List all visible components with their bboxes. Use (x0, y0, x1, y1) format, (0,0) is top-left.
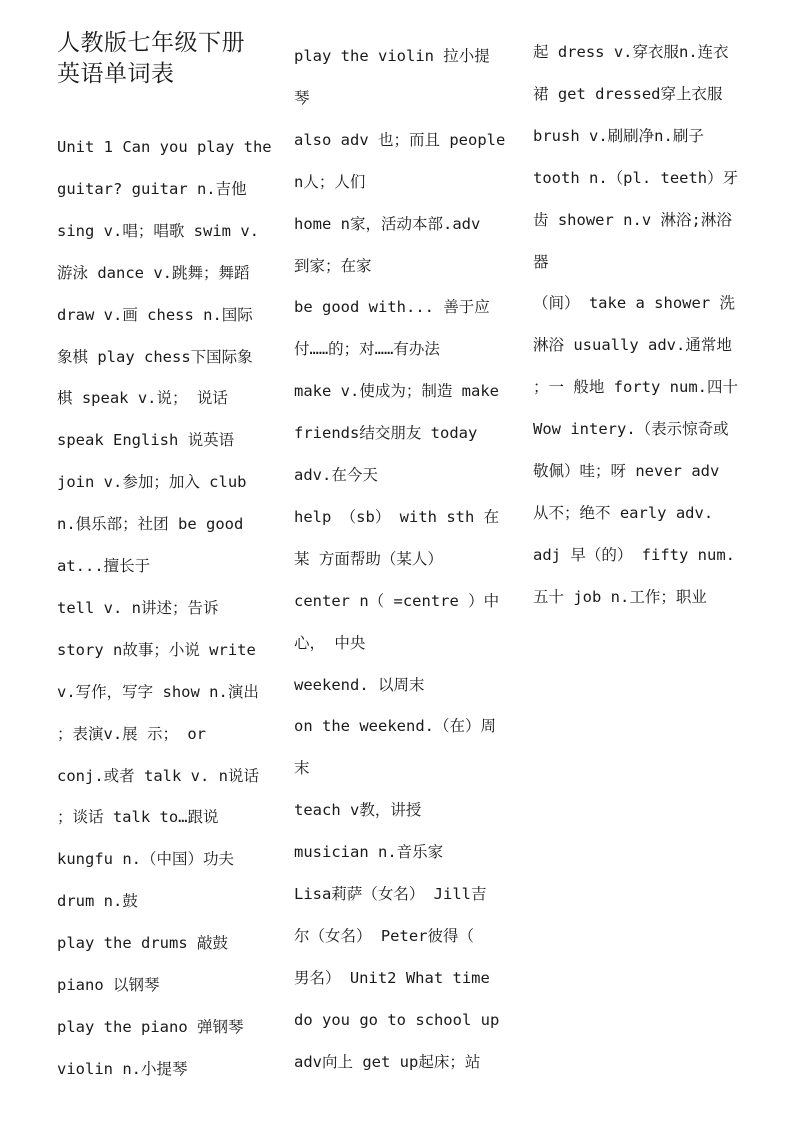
vocab-line: speak English 说英语 (57, 431, 235, 450)
vocab-line: 淋浴 usually adv.通常地 (533, 336, 732, 355)
vocab-line: 琴 (294, 88, 310, 107)
vocab-line: draw v.画 chess n.国际 (57, 305, 253, 324)
vocab-line: musician n.音乐家 (294, 843, 444, 862)
vocab-line: 男名） Unit2 What time (294, 968, 490, 987)
vocab-line: ；一 般地 forty num.四十 (533, 378, 738, 397)
vocab-line: teach v教，讲授 (294, 801, 422, 820)
vocab-line: story n故事；小说 write (57, 640, 256, 659)
vocab-line: adv.在今天 (294, 466, 378, 484)
vocab-line: 付……的；对……有办法 (294, 340, 440, 359)
vocab-line: weekend. 以周末 (294, 675, 425, 694)
vocab-line: center n（ =centre ）中 (294, 591, 500, 610)
vocab-line: 某 方面帮助（某人） (294, 549, 443, 568)
vocab-line: Lisa莉萨（女名） Jill吉 (294, 885, 487, 903)
vocab-line: make v.使成为；制造 make (294, 382, 499, 401)
vocab-line: brush v.刷刷净n.刷子 (533, 126, 704, 145)
vocab-line: drum n.鼓 (57, 892, 138, 911)
vocab-line: ；谈话 talk to…跟说 (57, 808, 219, 827)
vocab-line: at...擅长于 (57, 557, 151, 575)
title-line-1: 人教版七年级下册 (57, 30, 245, 56)
vocab-line: tooth n.（pl. teeth）牙 (533, 168, 739, 187)
vocab-line: 敬佩）哇；呀 never adv (533, 462, 720, 480)
vocab-line: play the violin 拉小提 (294, 47, 490, 65)
vocab-line: 末 (294, 759, 310, 778)
vocab-line: guitar? guitar n.吉他 (57, 179, 247, 198)
vocab-line: also adv 也；而且 people (294, 130, 506, 149)
vocab-line: on the weekend.（在）周 (294, 717, 496, 736)
vocab-line: violin n.小提琴 (57, 1059, 188, 1078)
vocab-line: home n家，活动本部.adv (294, 214, 481, 233)
vocab-line: adj 早（的） fifty num. (533, 545, 735, 564)
vocab-line: 器 (533, 252, 549, 271)
vocab-line: help （sb） with sth 在 (294, 507, 500, 526)
vocab-line: 象棋 play chess下国际象 (57, 347, 253, 366)
vocab-line: join v.参加；加入 club (57, 473, 247, 492)
vocab-line: v.写作，写字 show n.演出 (57, 682, 259, 701)
vocab-line: do you go to school up (294, 1010, 500, 1029)
vocab-line: conj.或者 talk v. n说话 (57, 766, 259, 785)
vocab-line: piano 以钢琴 (57, 976, 160, 994)
vocab-line: 尔（女名） Peter彼得（ (294, 926, 474, 945)
vocab-line: 齿 shower n.v 淋浴;淋浴 (533, 210, 732, 229)
document-title (57, 28, 277, 90)
vocab-line: sing v.唱；唱歌 swim v. (57, 221, 259, 240)
vocab-line: be good with... 善于应 (294, 298, 490, 317)
title-line-2: 英语单词表 (57, 61, 175, 87)
vocab-line: friends结交朋友 today (294, 424, 478, 443)
vocab-line: 起 dress v.穿衣服n.连衣 (533, 43, 729, 61)
vocab-line: play the piano 弹钢琴 (57, 1017, 244, 1036)
vocab-line: tell v. n讲述；告诉 (57, 598, 219, 617)
vocab-line: 从不；绝不 early adv. (533, 503, 714, 522)
vocab-line: play the drums 敲鼓 (57, 934, 228, 953)
vocab-line: （间） take a shower 洗 (533, 294, 735, 313)
vocab-line: kungfu n.（中国）功夫 (57, 850, 234, 869)
vocab-line: 到家；在家 (294, 256, 372, 275)
vocab-line: 五十 job n.工作；职业 (533, 587, 707, 606)
vocab-line: adv向上 get up起床；站 (294, 1052, 481, 1071)
vocab-line: Wow intery.（表示惊奇或 (533, 420, 729, 439)
vocab-line: 裙 get dressed穿上衣服 (533, 84, 723, 103)
vocab-line: n.俱乐部；社团 be good (57, 515, 244, 534)
vocab-line: 棋 speak v.说； 说话 (57, 389, 228, 408)
vocab-line: 心， 中央 (294, 633, 366, 652)
vocab-line: 游泳 dance v.跳舞；舞蹈 (57, 263, 250, 282)
vocab-line: Unit 1 Can you play the (57, 138, 272, 156)
vocab-line: n人；人们 (294, 172, 366, 191)
vocab-line: ；表演v.展 示； or (57, 724, 206, 743)
